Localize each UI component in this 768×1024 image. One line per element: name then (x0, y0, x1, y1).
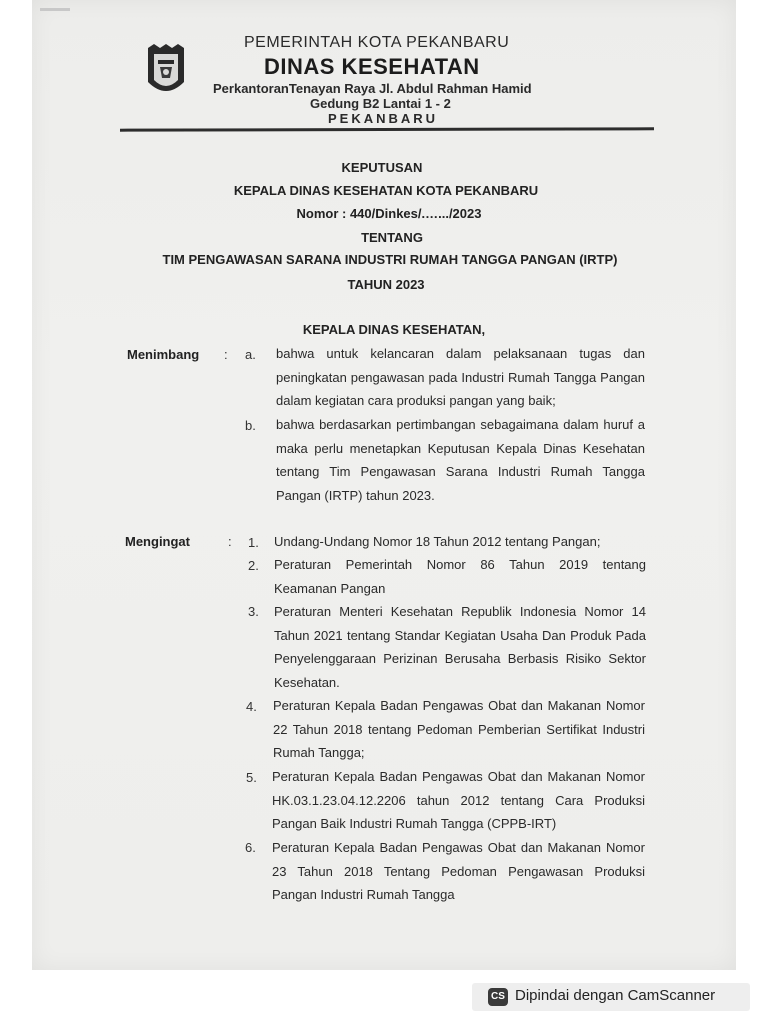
menimbang-marker-b: b. (245, 418, 256, 433)
mengingat-item-2: Peraturan Pemerintah Nomor 86 Tahun 2019 tentang Keamanan Pangan (274, 557, 646, 596)
mengingat-marker-1: 1. (248, 535, 259, 550)
letterhead-city: PEKANBARU (328, 111, 439, 126)
decree-number: Nomor : 440/Dinkes/.….../2023 (296, 206, 482, 221)
decree-about-label: TENTANG (361, 230, 423, 245)
decree-issuer: KEPALA DINAS KESEHATAN KOTA PEKANBARU (233, 183, 539, 198)
address-line-1: PerkantoranTenayan Raya Jl. Abdul Rahman Hamid (213, 81, 532, 96)
mengingat-item-6: Peraturan Kepala Badan Pengawas Obat dan Makanan Nomor 23 Tahun 2018 Tentang Pedoman Pengawasan Produksi Pangan Industri Rumah Tangga (272, 840, 645, 902)
decree-subject: TIM PENGAWASAN SARANA INDUSTRI RUMAH TANGGA PANGAN (IRTP) (162, 252, 618, 267)
mengingat-item-4: Peraturan Kepala Badan Pengawas Obat dan Makanan Nomor 22 Tahun 2018 tentang Pedoman Pemberian Sertifikat Industri Rumah Tangga; (273, 698, 645, 760)
address-line-2: Gedung B2 Lantai 1 - 2 (310, 96, 451, 111)
mengingat-marker-6: 6. (245, 840, 256, 855)
department-name: DINAS KESEHATAN (264, 54, 480, 79)
mengingat-item-5: Peraturan Kepala Badan Pengawas Obat dan Makanan Nomor HK.03.1.23.04.12.2206 tahun 2012 tentang Cara Produksi Pangan Baik Industri Rumah Tangga (CPPB-IRT) (272, 769, 645, 831)
decree-year: TAHUN 2023 (347, 277, 425, 292)
menimbang-item-a: bahwa untuk kelancaran dalam pelaksanaan tugas dan peningkatan pengawasan pada Industri Rumah Tangga Pangan dalam kegiatan cara produksi pangan yang baik; (276, 346, 645, 408)
mengingat-colon: : (228, 534, 232, 549)
government-name: PEMERINTAH KOTA PEKANBARU (244, 34, 510, 51)
mengingat-label: Mengingat (125, 534, 190, 549)
menimbang-item-b: bahwa berdasarkan pertimbangan sebagaimana dalam huruf a maka perlu menetapkan Keputusan Kepala Dinas Kesehatan tentang Tim Pengawasan Sarana Industri Rumah Tangga Pangan (IRTP) tahun 2023. (276, 417, 645, 503)
mengingat-item-3: Peraturan Menteri Kesehatan Republik Indonesia Nomor 14 Tahun 2021 tentang Standar Kegiatan Usaha Dan Produk Pada Penyelenggaraan Perizinan Berusaha Berbasis Risiko Sektor Kesehatan. (274, 604, 646, 690)
scanner-label: Dipindai dengan CamScanner (515, 987, 716, 1004)
mengingat-marker-2: 2. (248, 558, 259, 573)
city-emblem-icon (146, 42, 186, 100)
mengingat-marker-3: 3. (248, 604, 259, 619)
menimbang-colon: : (224, 347, 228, 362)
camscanner-icon: CS (488, 988, 508, 1006)
decree-type: KEPUTUSAN (341, 160, 423, 175)
mengingat-marker-4: 4. (246, 699, 257, 714)
menimbang-label: Menimbang (127, 347, 200, 362)
scan-mark (40, 8, 70, 11)
mengingat-item-1: Undang-Undang Nomor 18 Tahun 2012 tentang Pangan; (274, 534, 601, 549)
decree-authority: KEPALA DINAS KESEHATAN, (302, 322, 486, 337)
menimbang-marker-a: a. (245, 347, 256, 362)
mengingat-marker-5: 5. (246, 770, 257, 785)
